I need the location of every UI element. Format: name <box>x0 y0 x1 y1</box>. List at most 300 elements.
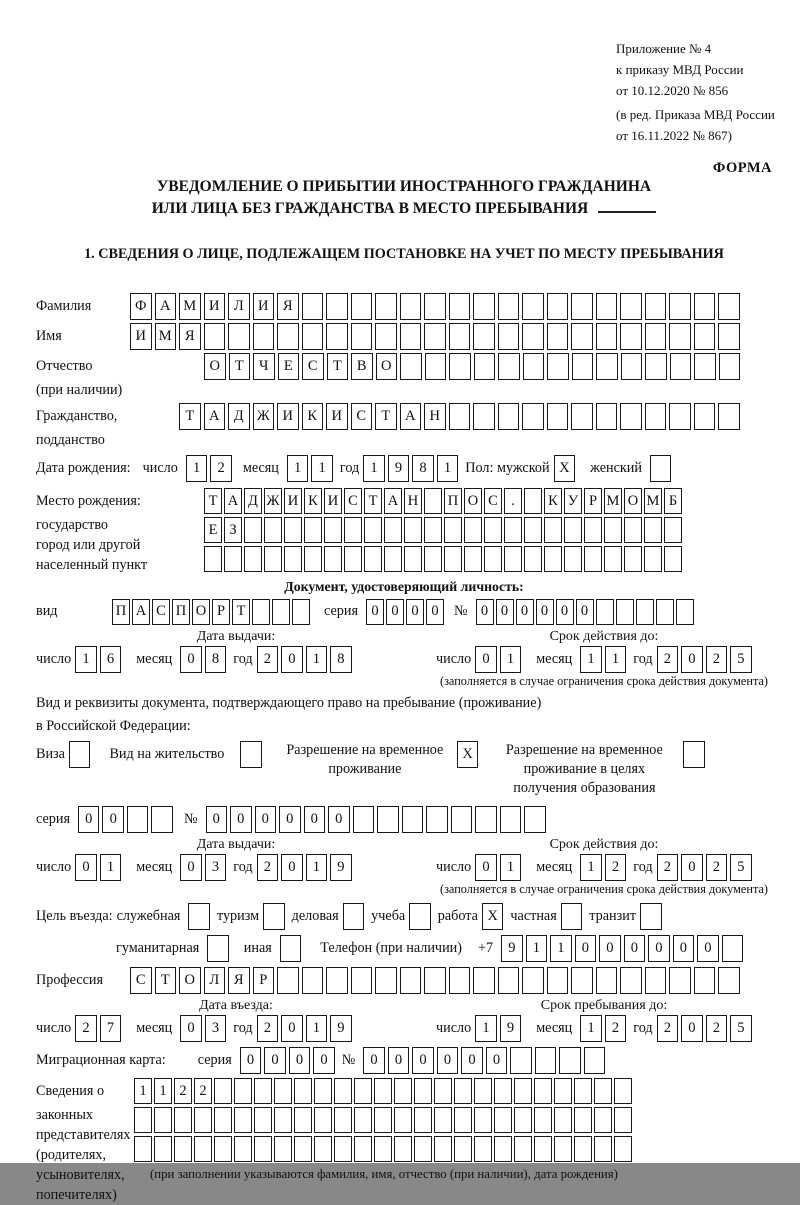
form-cell[interactable] <box>374 1136 392 1162</box>
form-cell[interactable] <box>614 1136 632 1162</box>
temp-residence-checkbox[interactable] <box>457 741 482 768</box>
form-cell[interactable] <box>645 403 667 430</box>
form-cell[interactable]: 2 <box>657 854 679 881</box>
form-cell[interactable] <box>324 546 342 572</box>
form-cell[interactable]: О <box>376 353 398 380</box>
form-cell[interactable] <box>228 323 250 350</box>
form-cell[interactable]: 1 <box>580 854 602 881</box>
form-cell[interactable] <box>449 353 471 380</box>
form-cell[interactable] <box>670 353 692 380</box>
form-cell[interactable]: 9 <box>330 854 352 881</box>
form-cell[interactable] <box>624 546 642 572</box>
form-cell[interactable]: Я <box>179 323 201 350</box>
form-cell[interactable] <box>594 1136 612 1162</box>
form-cell[interactable]: Я <box>277 293 299 320</box>
form-cell[interactable] <box>375 293 397 320</box>
form-cell[interactable] <box>364 546 382 572</box>
form-cell[interactable]: 8 <box>412 455 434 482</box>
form-cell[interactable]: 1 <box>100 854 122 881</box>
form-cell[interactable]: 5 <box>730 854 752 881</box>
form-cell[interactable]: 2 <box>706 646 728 673</box>
form-cell[interactable] <box>272 599 290 625</box>
form-cell[interactable] <box>374 1107 392 1133</box>
form-cell[interactable] <box>561 903 583 930</box>
form-cell[interactable] <box>574 1136 592 1162</box>
form-cell[interactable] <box>534 1107 552 1133</box>
form-cell[interactable] <box>572 353 594 380</box>
purpose-sluzhebnaya-checkbox[interactable] <box>188 903 213 930</box>
form-cell[interactable]: 1 <box>134 1078 152 1104</box>
visa-checkbox[interactable] <box>69 741 94 768</box>
form-cell[interactable] <box>620 967 642 994</box>
form-cell[interactable] <box>669 293 691 320</box>
form-cell[interactable] <box>454 1136 472 1162</box>
form-cell[interactable]: 0 <box>281 854 303 881</box>
form-cell[interactable] <box>214 1136 232 1162</box>
form-cell[interactable] <box>400 323 422 350</box>
form-cell[interactable] <box>454 1078 472 1104</box>
form-cell[interactable]: Т <box>155 967 177 994</box>
form-cell[interactable]: 8 <box>205 646 227 673</box>
form-cell[interactable] <box>326 293 348 320</box>
form-cell[interactable] <box>571 967 593 994</box>
form-cell[interactable] <box>594 1078 612 1104</box>
form-cell[interactable]: Р <box>584 488 602 514</box>
form-cell[interactable] <box>645 323 667 350</box>
form-cell[interactable] <box>522 323 544 350</box>
form-cell[interactable]: Ж <box>253 403 275 430</box>
form-cell[interactable] <box>344 546 362 572</box>
form-cell[interactable]: 9 <box>388 455 410 482</box>
form-cell[interactable] <box>614 1107 632 1133</box>
form-cell[interactable] <box>694 323 716 350</box>
form-cell[interactable] <box>474 1078 492 1104</box>
form-cell[interactable]: О <box>179 967 201 994</box>
form-cell[interactable] <box>424 517 442 543</box>
form-cell[interactable] <box>224 546 242 572</box>
form-cell[interactable] <box>547 353 569 380</box>
form-cell[interactable] <box>234 1107 252 1133</box>
form-cell[interactable] <box>584 546 602 572</box>
form-cell[interactable]: 1 <box>306 1015 328 1042</box>
form-cell[interactable]: С <box>152 599 170 625</box>
form-cell[interactable]: 0 <box>516 599 534 625</box>
form-cell[interactable] <box>464 546 482 572</box>
form-cell[interactable] <box>534 1078 552 1104</box>
form-cell[interactable] <box>384 517 402 543</box>
form-cell[interactable] <box>394 1078 412 1104</box>
form-cell[interactable]: 0 <box>313 1047 335 1074</box>
form-cell[interactable] <box>718 967 740 994</box>
sex-female-checkbox[interactable] <box>650 455 675 482</box>
form-cell[interactable] <box>253 323 275 350</box>
form-cell[interactable] <box>244 546 262 572</box>
form-cell[interactable] <box>151 806 173 833</box>
form-cell[interactable]: 0 <box>412 1047 434 1074</box>
form-cell[interactable]: С <box>302 353 324 380</box>
form-cell[interactable]: 0 <box>486 1047 508 1074</box>
form-cell[interactable] <box>264 517 282 543</box>
form-cell[interactable] <box>234 1078 252 1104</box>
form-cell[interactable] <box>284 546 302 572</box>
form-cell[interactable]: И <box>204 293 226 320</box>
form-cell[interactable] <box>504 546 522 572</box>
form-cell[interactable]: 1 <box>500 854 522 881</box>
form-cell[interactable] <box>571 293 593 320</box>
form-cell[interactable] <box>694 967 716 994</box>
form-cell[interactable] <box>134 1107 152 1133</box>
form-cell[interactable]: 8 <box>330 646 352 673</box>
form-cell[interactable]: 0 <box>556 599 574 625</box>
form-cell[interactable] <box>500 806 522 833</box>
form-cell[interactable]: И <box>324 488 342 514</box>
form-cell[interactable]: Р <box>253 967 275 994</box>
form-cell[interactable]: П <box>172 599 190 625</box>
purpose-turizm-checkbox[interactable] <box>263 903 288 930</box>
form-cell[interactable] <box>473 967 495 994</box>
form-cell[interactable]: 2 <box>257 646 279 673</box>
form-cell[interactable] <box>394 1136 412 1162</box>
form-cell[interactable]: М <box>644 488 662 514</box>
form-cell[interactable] <box>554 1078 572 1104</box>
form-cell[interactable]: 6 <box>100 646 122 673</box>
form-cell[interactable] <box>534 1136 552 1162</box>
form-cell[interactable]: 0 <box>180 1015 202 1042</box>
form-cell[interactable] <box>645 353 667 380</box>
form-cell[interactable]: 0 <box>437 1047 459 1074</box>
form-cell[interactable]: О <box>464 488 482 514</box>
form-cell[interactable] <box>604 546 622 572</box>
form-cell[interactable] <box>174 1136 192 1162</box>
form-cell[interactable]: 9 <box>501 935 523 962</box>
form-cell[interactable]: И <box>277 403 299 430</box>
form-cell[interactable] <box>474 1136 492 1162</box>
form-cell[interactable] <box>473 323 495 350</box>
form-cell[interactable] <box>354 1107 372 1133</box>
form-cell[interactable] <box>449 403 471 430</box>
form-cell[interactable]: 0 <box>461 1047 483 1074</box>
form-cell[interactable]: М <box>155 323 177 350</box>
form-cell[interactable] <box>683 741 705 768</box>
form-cell[interactable]: Е <box>204 517 222 543</box>
form-cell[interactable] <box>494 1107 512 1133</box>
form-cell[interactable] <box>284 517 302 543</box>
form-cell[interactable] <box>498 293 520 320</box>
form-cell[interactable] <box>498 323 520 350</box>
form-cell[interactable] <box>664 517 682 543</box>
form-cell[interactable] <box>127 806 149 833</box>
form-cell[interactable]: С <box>344 488 362 514</box>
form-cell[interactable]: Я <box>228 967 250 994</box>
form-cell[interactable] <box>494 1136 512 1162</box>
form-cell[interactable]: 0 <box>230 806 252 833</box>
form-cell[interactable]: Т <box>364 488 382 514</box>
form-cell[interactable]: 0 <box>536 599 554 625</box>
form-cell[interactable]: С <box>130 967 152 994</box>
form-cell[interactable]: 2 <box>605 1015 627 1042</box>
form-cell[interactable]: 0 <box>496 599 514 625</box>
form-cell[interactable] <box>314 1136 332 1162</box>
form-cell[interactable]: 2 <box>75 1015 97 1042</box>
form-cell[interactable]: Е <box>278 353 300 380</box>
form-cell[interactable]: Н <box>424 403 446 430</box>
form-cell[interactable]: 1 <box>154 1078 172 1104</box>
form-cell[interactable] <box>204 323 226 350</box>
form-cell[interactable]: С <box>484 488 502 514</box>
form-cell[interactable] <box>451 806 473 833</box>
form-cell[interactable]: 5 <box>730 646 752 673</box>
form-cell[interactable] <box>69 741 91 768</box>
form-cell[interactable]: Б <box>664 488 682 514</box>
form-cell[interactable] <box>334 1136 352 1162</box>
form-cell[interactable]: Д <box>228 403 250 430</box>
form-cell[interactable]: К <box>302 403 324 430</box>
form-cell[interactable] <box>351 323 373 350</box>
form-cell[interactable]: 1 <box>475 1015 497 1042</box>
form-cell[interactable] <box>425 353 447 380</box>
form-cell[interactable] <box>374 1078 392 1104</box>
form-cell[interactable]: 0 <box>576 599 594 625</box>
form-cell[interactable] <box>564 546 582 572</box>
form-cell[interactable]: 1 <box>605 646 627 673</box>
form-cell[interactable] <box>694 353 716 380</box>
form-cell[interactable]: 0 <box>289 1047 311 1074</box>
form-cell[interactable] <box>473 293 495 320</box>
form-cell[interactable] <box>424 488 442 514</box>
form-cell[interactable] <box>656 599 674 625</box>
form-cell[interactable]: 0 <box>406 599 424 625</box>
form-cell[interactable] <box>294 1078 312 1104</box>
form-cell[interactable] <box>214 1078 232 1104</box>
form-cell[interactable] <box>252 599 270 625</box>
form-cell[interactable] <box>294 1107 312 1133</box>
form-cell[interactable] <box>204 546 222 572</box>
form-cell[interactable] <box>302 967 324 994</box>
form-cell[interactable] <box>294 1136 312 1162</box>
form-cell[interactable] <box>644 546 662 572</box>
temp-residence-edu-checkbox[interactable] <box>683 741 708 768</box>
form-cell[interactable] <box>154 1136 172 1162</box>
form-cell[interactable] <box>544 546 562 572</box>
form-cell[interactable] <box>377 806 399 833</box>
form-cell[interactable]: Л <box>204 967 226 994</box>
form-cell[interactable] <box>384 546 402 572</box>
form-cell[interactable] <box>434 1107 452 1133</box>
form-cell[interactable] <box>614 1078 632 1104</box>
form-cell[interactable]: Ж <box>264 488 282 514</box>
form-cell[interactable] <box>644 517 662 543</box>
form-cell[interactable] <box>334 1107 352 1133</box>
form-cell[interactable] <box>574 1078 592 1104</box>
form-cell[interactable] <box>353 806 375 833</box>
form-cell[interactable] <box>194 1107 212 1133</box>
form-cell[interactable]: 1 <box>311 455 333 482</box>
form-cell[interactable] <box>514 1078 532 1104</box>
form-cell[interactable] <box>254 1107 272 1133</box>
form-cell[interactable] <box>254 1078 272 1104</box>
form-cell[interactable]: 0 <box>102 806 124 833</box>
form-cell[interactable] <box>544 517 562 543</box>
form-cell[interactable] <box>274 1136 292 1162</box>
form-cell[interactable] <box>559 1047 581 1074</box>
form-cell[interactable]: 0 <box>363 1047 385 1074</box>
form-cell[interactable] <box>571 403 593 430</box>
form-cell[interactable]: Т <box>204 488 222 514</box>
form-cell[interactable] <box>676 599 694 625</box>
form-cell[interactable] <box>669 323 691 350</box>
form-cell[interactable] <box>718 293 740 320</box>
form-cell[interactable]: 0 <box>475 854 497 881</box>
form-cell[interactable]: Т <box>327 353 349 380</box>
purpose-tranzit-checkbox[interactable] <box>640 903 665 930</box>
form-cell[interactable] <box>302 293 324 320</box>
form-cell[interactable] <box>624 517 642 543</box>
form-cell[interactable]: 2 <box>257 1015 279 1042</box>
form-cell[interactable]: А <box>155 293 177 320</box>
form-cell[interactable] <box>244 517 262 543</box>
form-cell[interactable]: 1 <box>306 646 328 673</box>
form-cell[interactable]: И <box>326 403 348 430</box>
form-cell[interactable]: И <box>130 323 152 350</box>
form-cell[interactable]: 5 <box>730 1015 752 1042</box>
form-cell[interactable]: 7 <box>100 1015 122 1042</box>
purpose-delovaya-checkbox[interactable] <box>343 903 368 930</box>
form-cell[interactable] <box>596 599 614 625</box>
form-cell[interactable] <box>234 1136 252 1162</box>
form-cell[interactable] <box>498 353 520 380</box>
form-cell[interactable]: 0 <box>599 935 621 962</box>
form-cell[interactable]: И <box>253 293 275 320</box>
form-cell[interactable]: А <box>384 488 402 514</box>
form-cell[interactable] <box>722 935 744 962</box>
purpose-gumanitarnaya-checkbox[interactable] <box>207 935 232 962</box>
form-cell[interactable] <box>620 403 642 430</box>
form-cell[interactable]: 0 <box>648 935 670 962</box>
form-cell[interactable] <box>314 1107 332 1133</box>
form-cell[interactable]: 0 <box>78 806 100 833</box>
form-cell[interactable] <box>522 293 544 320</box>
form-cell[interactable]: А <box>224 488 242 514</box>
form-cell[interactable]: 1 <box>500 646 522 673</box>
form-cell[interactable]: 0 <box>206 806 228 833</box>
form-cell[interactable]: 0 <box>255 806 277 833</box>
form-cell[interactable] <box>547 323 569 350</box>
form-cell[interactable] <box>664 546 682 572</box>
form-cell[interactable] <box>394 1107 412 1133</box>
form-cell[interactable] <box>314 1078 332 1104</box>
form-cell[interactable]: 0 <box>575 935 597 962</box>
form-cell[interactable]: 3 <box>205 854 227 881</box>
form-cell[interactable] <box>524 488 542 514</box>
form-cell[interactable] <box>280 935 302 962</box>
form-cell[interactable]: 1 <box>437 455 459 482</box>
form-cell[interactable] <box>351 967 373 994</box>
form-cell[interactable] <box>449 967 471 994</box>
form-cell[interactable] <box>326 967 348 994</box>
form-cell[interactable]: У <box>564 488 582 514</box>
form-cell[interactable] <box>444 546 462 572</box>
form-cell[interactable] <box>584 1047 606 1074</box>
form-cell[interactable] <box>444 517 462 543</box>
form-cell[interactable]: 2 <box>174 1078 192 1104</box>
form-cell[interactable] <box>616 599 634 625</box>
form-cell[interactable] <box>414 1078 432 1104</box>
form-cell[interactable]: Л <box>228 293 250 320</box>
form-cell[interactable]: 0 <box>624 935 646 962</box>
form-cell[interactable] <box>354 1136 372 1162</box>
form-cell[interactable]: 1 <box>580 646 602 673</box>
form-cell[interactable] <box>640 903 662 930</box>
form-cell[interactable] <box>414 1136 432 1162</box>
form-cell[interactable] <box>474 1107 492 1133</box>
form-cell[interactable]: 0 <box>328 806 350 833</box>
form-cell[interactable] <box>620 323 642 350</box>
form-cell[interactable]: 0 <box>681 854 703 881</box>
form-cell[interactable]: 0 <box>366 599 384 625</box>
form-cell[interactable]: Т <box>229 353 251 380</box>
form-cell[interactable]: З <box>224 517 242 543</box>
form-cell[interactable]: 1 <box>526 935 548 962</box>
form-cell[interactable] <box>434 1136 452 1162</box>
form-cell[interactable]: К <box>544 488 562 514</box>
form-cell[interactable] <box>426 806 448 833</box>
form-cell[interactable] <box>571 323 593 350</box>
form-cell[interactable]: . <box>504 488 522 514</box>
form-cell[interactable] <box>604 517 622 543</box>
form-cell[interactable] <box>522 967 544 994</box>
form-cell[interactable]: В <box>351 353 373 380</box>
form-cell[interactable]: А <box>400 403 422 430</box>
form-cell[interactable]: Д <box>244 488 262 514</box>
form-cell[interactable]: 0 <box>75 854 97 881</box>
form-cell[interactable] <box>454 1107 472 1133</box>
form-cell[interactable] <box>449 323 471 350</box>
form-cell[interactable]: 1 <box>580 1015 602 1042</box>
form-cell[interactable] <box>414 1107 432 1133</box>
form-cell[interactable]: X <box>554 455 576 482</box>
purpose-ucheba-checkbox[interactable] <box>409 903 434 930</box>
form-cell[interactable]: К <box>304 488 322 514</box>
form-cell[interactable] <box>620 293 642 320</box>
form-cell[interactable] <box>400 353 422 380</box>
form-cell[interactable] <box>645 967 667 994</box>
form-cell[interactable]: 1 <box>186 455 208 482</box>
form-cell[interactable]: 0 <box>180 646 202 673</box>
form-cell[interactable] <box>584 517 602 543</box>
form-cell[interactable]: 0 <box>475 646 497 673</box>
form-cell[interactable] <box>304 517 322 543</box>
form-cell[interactable]: 0 <box>388 1047 410 1074</box>
form-cell[interactable] <box>554 1107 572 1133</box>
form-cell[interactable]: X <box>482 903 504 930</box>
form-cell[interactable]: 0 <box>281 1015 303 1042</box>
form-cell[interactable] <box>334 1078 352 1104</box>
form-cell[interactable] <box>254 1136 272 1162</box>
form-cell[interactable]: 1 <box>550 935 572 962</box>
form-cell[interactable]: 9 <box>330 1015 352 1042</box>
form-cell[interactable]: 1 <box>75 646 97 673</box>
form-cell[interactable] <box>354 1078 372 1104</box>
residence-permit-checkbox[interactable] <box>240 741 265 768</box>
form-cell[interactable] <box>535 1047 557 1074</box>
form-cell[interactable] <box>484 517 502 543</box>
form-cell[interactable] <box>484 546 502 572</box>
form-cell[interactable]: Т <box>375 403 397 430</box>
form-cell[interactable] <box>719 353 741 380</box>
form-cell[interactable] <box>449 293 471 320</box>
form-cell[interactable]: 2 <box>605 854 627 881</box>
form-cell[interactable] <box>424 967 446 994</box>
